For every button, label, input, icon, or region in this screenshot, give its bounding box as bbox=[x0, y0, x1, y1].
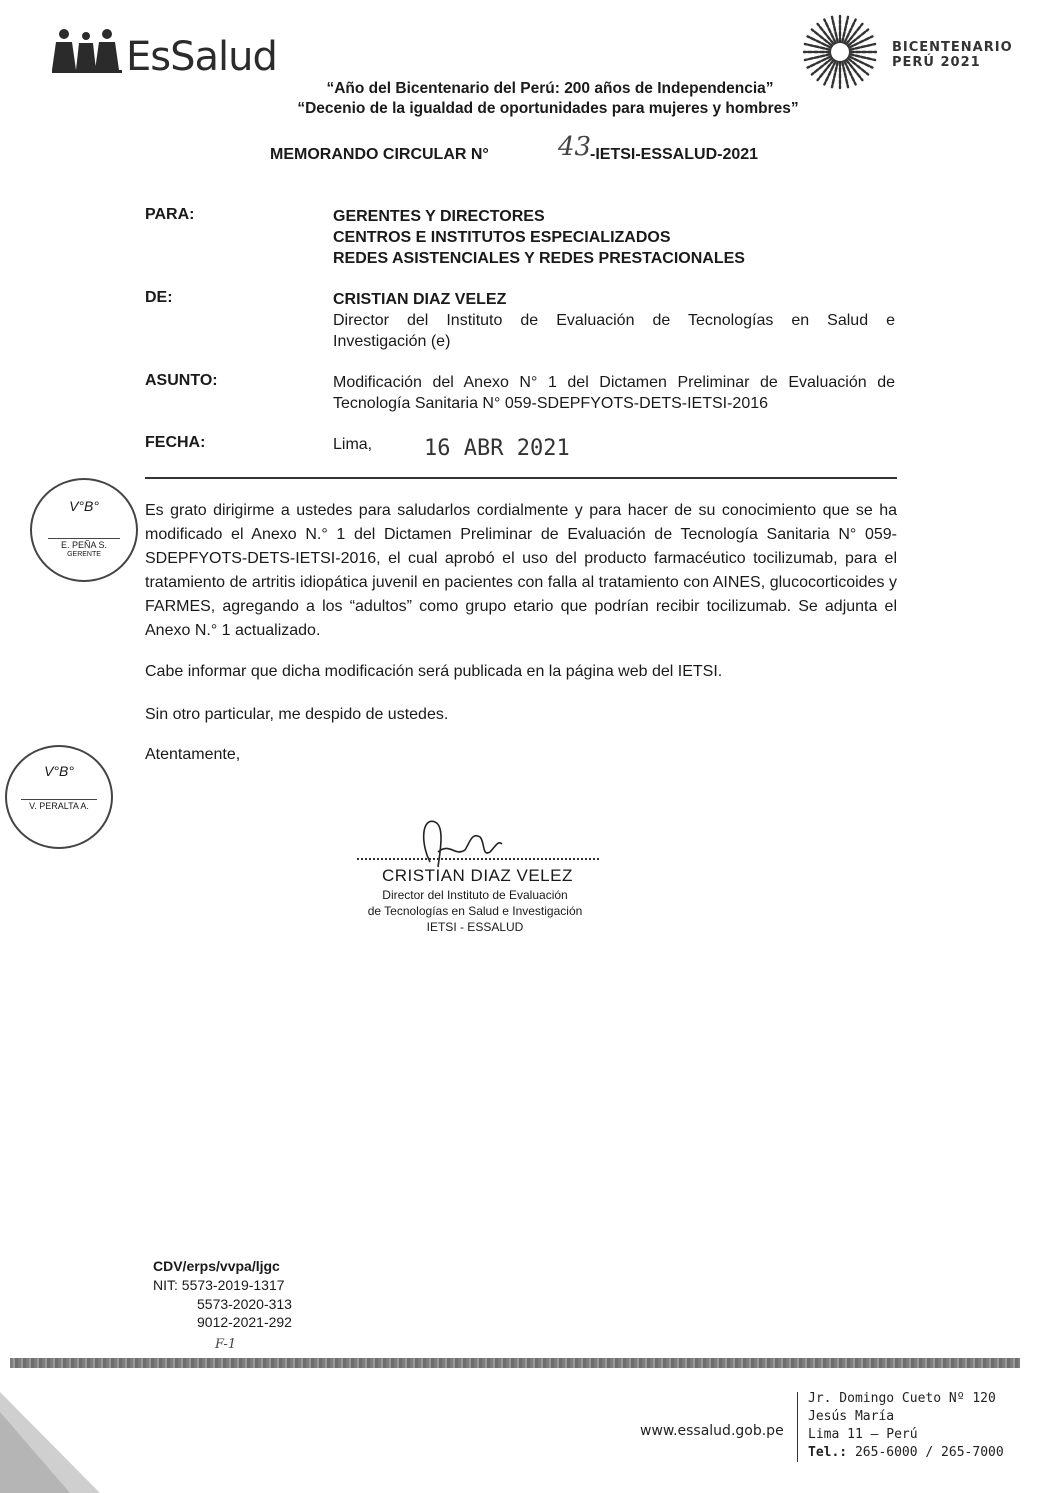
phone-line bbox=[808, 1444, 1004, 1462]
stamp-name: E. PEÑA S. bbox=[60, 540, 108, 550]
handwritten-note: F-1 bbox=[215, 1337, 237, 1352]
fecha-place: Lima, bbox=[333, 436, 373, 453]
stamp-vb: V°B° bbox=[69, 498, 99, 514]
para-line-1: GERENTES Y DIRECTORES bbox=[333, 208, 545, 225]
para-line-2: CENTROS E INSTITUTOS ESPECIALIZADOS bbox=[333, 229, 671, 246]
date-stamp: 16 ABR 2021 bbox=[424, 436, 570, 461]
de-role-line-1: Director del Instituto de Evaluación de Tecnologías en Salud e bbox=[333, 312, 895, 329]
de-name: CRISTIAN DIAZ VELEZ bbox=[333, 291, 507, 308]
reference-initials: CDV/erps/vvpa/ljgc bbox=[153, 1258, 280, 1274]
memo-title: MEMORANDO CIRCULAR N° bbox=[270, 146, 489, 163]
signature-line bbox=[357, 858, 599, 860]
phone-value: 265-6000 / 265-7000 bbox=[854, 1445, 1004, 1460]
address-line-1: Jr. Domingo Cueto Nº 120 bbox=[808, 1391, 996, 1406]
de-label: DE: bbox=[145, 289, 173, 306]
phone-label: Tel.: bbox=[808, 1445, 848, 1460]
address-line-3: Lima 11 – Perú bbox=[808, 1427, 918, 1442]
motto-line-2: “Decenio de la igualdad de oportunidades para mujeres y hombres” bbox=[297, 100, 799, 117]
bicentenario-line-1: BICENTENARIO bbox=[892, 40, 1013, 55]
folded-corner-shadow bbox=[0, 1392, 100, 1493]
header-divider bbox=[145, 477, 897, 479]
stamp-role: GERENTE bbox=[67, 551, 101, 558]
stamp-vb: V°B° bbox=[44, 763, 74, 779]
motto-line-1: “Año del Bicentenario del Perú: 200 años de Independencia” bbox=[326, 80, 774, 97]
footer-address bbox=[808, 1390, 1004, 1462]
asunto-label: ASUNTO: bbox=[145, 372, 218, 389]
body-paragraph-3: Sin otro particular, me despido de ustedes. bbox=[145, 706, 449, 723]
family-logo-icon bbox=[52, 26, 126, 76]
reference-nit-3: 9012-2021-292 bbox=[197, 1314, 292, 1330]
signature-role-3: IETSI - ESSALUD bbox=[426, 920, 524, 934]
signature-role-1: Director del Instituto de Evaluación bbox=[382, 888, 568, 902]
bicentenario-line-2: PERÚ 2021 bbox=[892, 55, 981, 70]
address-line-2: Jesús María bbox=[808, 1409, 895, 1424]
essalud-logo-text: EsSalud bbox=[126, 34, 277, 80]
memo-number-handwritten: 43 bbox=[558, 132, 592, 162]
asunto-line-1: Modificación del Anexo N° 1 del Dictamen Preliminar de Evaluación de bbox=[333, 374, 895, 391]
stamp-name: V. PERALTA A. bbox=[29, 801, 89, 811]
approval-stamp-pena bbox=[30, 478, 138, 582]
body-paragraph-2: Cabe informar que dicha modificación será publicada en la página web del IETSI. bbox=[145, 663, 723, 680]
reference-nit-1: NIT: 5573-2019-1317 bbox=[153, 1277, 285, 1293]
closing: Atentamente, bbox=[145, 746, 241, 763]
approval-stamp-peralta bbox=[5, 745, 113, 849]
memo-title-suffix: -IETSI-ESSALUD-2021 bbox=[590, 146, 759, 163]
signature-role-2: de Tecnologías en Salud e Investigación bbox=[367, 904, 583, 918]
essalud-logo bbox=[52, 22, 292, 84]
reference-nit-2: 5573-2020-313 bbox=[197, 1296, 292, 1312]
asunto-line-2: Tecnología Sanitaria N° 059-SDEPFYOTS-DETS-IETSI-2016 bbox=[333, 395, 769, 412]
para-label: PARA: bbox=[145, 206, 195, 223]
de-role-line-2: Investigación (e) bbox=[333, 333, 451, 350]
footer-bar bbox=[10, 1358, 1020, 1368]
signature-name: CRISTIAN DIAZ VELEZ bbox=[382, 866, 573, 885]
fecha-label: FECHA: bbox=[145, 434, 206, 451]
footer-divider bbox=[797, 1392, 798, 1462]
handwritten-signature bbox=[410, 812, 520, 872]
body-paragraph-1: Es grato dirigirme a ustedes para saludarlos cordialmente y para hacer de su conocimiento que se ha modificado el Anexo N.° 1 del Dictamen Preliminar de Evaluación de Tecnología Sanitaria N° 059-SDEPFYOTS-DETS-IETSI-2016, el cual aprobó el uso del producto farmacéutico tocilizumab, para el tratamiento de artritis idiopática juvenil en pacientes con falla al tratamiento con AINES, glucocorticoides y FARMES, agregando a los “adultos” como grupo etario que podrían recibir tocilizumab. Se adjunta el Anexo N.° 1 actualizado. bbox=[145, 502, 897, 639]
website-link[interactable]: www.essalud.gob.pe bbox=[640, 1423, 784, 1439]
para-line-3: REDES ASISTENCIALES Y REDES PRESTACIONALES bbox=[333, 250, 745, 267]
